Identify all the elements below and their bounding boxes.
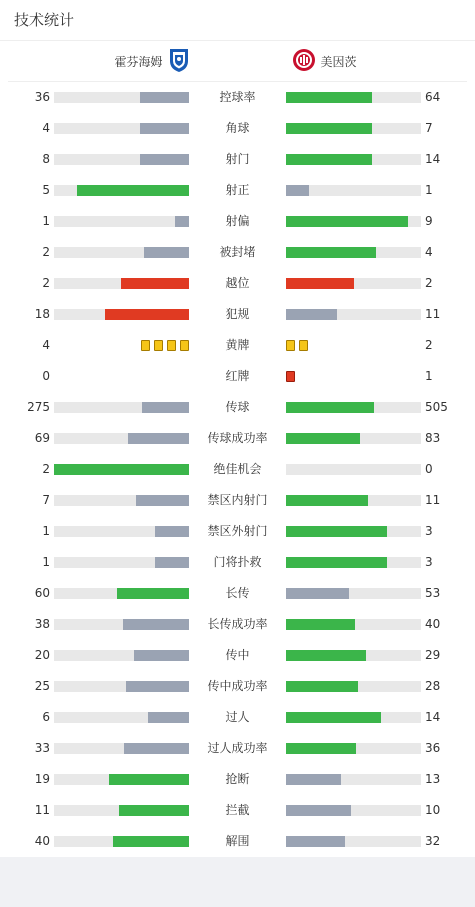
stat-row [0,702,475,733]
away-bar-track [286,578,421,609]
away-bar [286,650,366,661]
away-value: 3 [425,555,433,569]
page-title: 技术统计 [0,0,475,41]
home-bar-track [54,609,189,640]
away-cards [286,361,421,392]
home-value: 11 [34,803,50,817]
home-bar-track [54,237,189,268]
away-bar-track [286,547,421,578]
away-value: 0 [425,462,433,476]
stat-label: 控球率 [219,90,256,104]
stat-row [0,609,475,640]
away-bar-track [286,299,421,330]
away-bar [286,526,387,537]
yellow-card-icon [141,340,150,351]
stat-label: 解围 [225,834,250,848]
home-value: 36 [34,90,50,104]
home-value: 69 [34,431,50,445]
home-bar [140,92,189,103]
home-value: 2 [42,276,50,290]
stat-row [0,392,475,423]
stat-row [0,361,475,392]
stat-row [0,795,475,826]
home-bar-track [54,671,189,702]
away-value: 9 [425,214,433,228]
home-value: 1 [42,555,50,569]
away-value: 3 [425,524,433,538]
home-bar [148,712,189,723]
away-bar [286,278,354,289]
home-value: 38 [34,617,50,631]
stat-label: 传球 [225,400,250,414]
away-bar-track [286,113,421,144]
home-bar-track [54,392,189,423]
stat-label: 禁区外射门 [207,524,268,538]
away-bar-track [286,609,421,640]
home-value: 40 [34,834,50,848]
home-value: 2 [42,462,50,476]
away-bar [286,805,351,816]
away-bar-track [286,795,421,826]
stat-label: 射正 [225,183,250,197]
stat-row [0,671,475,702]
away-bar-track [286,206,421,237]
home-bar-track [54,113,189,144]
away-bar [286,433,360,444]
home-cards [54,361,189,392]
away-value: 11 [425,493,441,507]
away-bar [286,185,309,196]
stat-label: 过人 [225,710,250,724]
home-value: 25 [34,679,50,693]
stat-row [0,826,475,857]
bar-background [286,464,421,475]
stat-label: 传中 [225,648,250,662]
away-bar [286,681,358,692]
stat-row [0,206,475,237]
away-value: 14 [425,710,441,724]
away-value: 2 [425,276,433,290]
away-value: 14 [425,152,441,166]
home-bar-track [54,764,189,795]
away-bar [286,743,356,754]
stat-row [0,82,475,113]
stat-row [0,485,475,516]
home-bar-track [54,702,189,733]
away-bar [286,154,372,165]
stat-label: 抢断 [225,772,250,786]
stat-row [0,547,475,578]
home-value: 0 [42,369,50,383]
away-bar [286,495,368,506]
home-bar [109,774,189,785]
stat-row [0,144,475,175]
stat-label: 黄牌 [225,338,250,352]
home-bar-track [54,516,189,547]
home-value: 4 [42,121,50,135]
away-value: 11 [425,307,441,321]
red-card-icon [286,371,295,382]
stat-label: 绝佳机会 [213,462,262,476]
stat-row [0,113,475,144]
home-bar [117,588,189,599]
away-value: 29 [425,648,441,662]
stat-row [0,423,475,454]
away-bar-track [286,826,421,857]
home-bar [54,464,189,475]
bar-background [54,216,189,227]
home-value: 60 [34,586,50,600]
away-value: 1 [425,183,433,197]
home-bar-track [54,144,189,175]
home-bar [140,154,189,165]
away-bar [286,774,341,785]
stat-label: 门将扑救 [213,555,262,569]
away-bar [286,216,408,227]
away-value: 32 [425,834,441,848]
stat-row [0,764,475,795]
stat-row [0,330,475,361]
home-bar [105,309,189,320]
away-bar [286,557,387,568]
mainz-logo-icon [292,48,316,75]
away-bar-track [286,82,421,113]
away-bar [286,247,376,258]
away-value: 505 [425,400,448,414]
home-bar [123,619,189,630]
home-bar [175,216,189,227]
home-bar-track [54,578,189,609]
home-value: 19 [34,772,50,786]
away-team-name: 美因茨 [320,54,357,69]
yellow-card-icon [167,340,176,351]
yellow-card-icon [299,340,308,351]
home-value: 275 [27,400,50,414]
home-bar [77,185,189,196]
away-bar-track [286,237,421,268]
home-bar-track [54,795,189,826]
away-bar [286,92,372,103]
home-bar-track [54,733,189,764]
stat-label: 长传成功率 [207,617,268,631]
away-value: 2 [425,338,433,352]
away-bar-track [286,268,421,299]
home-bar [144,247,189,258]
yellow-card-icon [154,340,163,351]
stat-label: 红牌 [225,369,250,383]
away-value: 1 [425,369,433,383]
stat-label: 禁区内射门 [207,493,268,507]
away-bar [286,712,381,723]
stat-label: 射偏 [225,214,250,228]
away-bar [286,619,355,630]
teams-header [8,41,467,82]
stat-label: 过人成功率 [207,741,268,755]
home-bar [142,402,189,413]
away-value: 40 [425,617,441,631]
away-bar [286,309,337,320]
home-bar-track [54,175,189,206]
away-value: 4 [425,245,433,259]
away-bar-track [286,392,421,423]
away-bar [286,123,372,134]
stat-row [0,640,475,671]
home-value: 1 [42,524,50,538]
stat-label: 犯规 [225,307,250,321]
stat-label: 长传 [225,586,250,600]
home-value: 33 [34,741,50,755]
stat-row [0,299,475,330]
home-value: 6 [42,710,50,724]
home-value: 5 [42,183,50,197]
home-bar-track [54,547,189,578]
home-bar [140,123,189,134]
away-bar-track [286,640,421,671]
yellow-card-icon [286,340,295,351]
away-value: 28 [425,679,441,693]
home-bar [126,681,189,692]
away-bar-track [286,423,421,454]
hoffenheim-logo-icon [168,47,190,76]
away-team [292,41,357,81]
away-bar-track [286,733,421,764]
away-bar-track [286,671,421,702]
home-value: 20 [34,648,50,662]
home-bar [155,526,189,537]
stat-label: 越位 [225,276,250,290]
away-value: 10 [425,803,441,817]
away-bar-track [286,485,421,516]
home-bar [128,433,189,444]
home-team-name: 霍芬海姆 [114,54,163,69]
home-bar-track [54,485,189,516]
stat-label: 被封堵 [219,245,256,259]
away-bar [286,402,374,413]
away-value: 13 [425,772,441,786]
yellow-card-icon [180,340,189,351]
home-bar-track [54,826,189,857]
home-value: 1 [42,214,50,228]
away-bar-track [286,175,421,206]
stats-list [0,82,475,857]
home-value: 4 [42,338,50,352]
away-value: 7 [425,121,433,135]
away-bar-track [286,764,421,795]
home-bar [113,836,189,847]
home-value: 18 [34,307,50,321]
away-value: 83 [425,431,441,445]
stat-label: 角球 [225,121,250,135]
home-value: 2 [42,245,50,259]
stat-label: 传球成功率 [207,431,268,445]
away-bar [286,588,349,599]
home-cards [54,330,189,361]
away-value: 64 [425,90,441,104]
stat-label: 传中成功率 [207,679,268,693]
home-bar-track [54,82,189,113]
home-bar-track [54,640,189,671]
home-value: 7 [42,493,50,507]
stat-row [0,175,475,206]
home-bar-track [54,268,189,299]
stat-label: 拦截 [225,803,250,817]
away-bar [286,836,345,847]
stat-row [0,268,475,299]
home-bar [134,650,189,661]
home-bar-track [54,206,189,237]
away-value: 36 [425,741,441,755]
stat-row [0,237,475,268]
stat-row [0,733,475,764]
home-team [114,41,189,81]
home-bar [155,557,189,568]
home-value: 8 [42,152,50,166]
away-bar-track [286,454,421,485]
away-bar-track [286,144,421,175]
away-cards [286,330,421,361]
home-bar-track [54,454,189,485]
home-bar-track [54,423,189,454]
stat-row [0,454,475,485]
away-bar-track [286,702,421,733]
home-bar [136,495,189,506]
away-value: 53 [425,586,441,600]
stat-row [0,516,475,547]
home-bar-track [54,299,189,330]
stat-row [0,578,475,609]
home-bar [124,743,189,754]
home-bar [119,805,189,816]
home-bar [121,278,189,289]
away-bar-track [286,516,421,547]
stat-label: 射门 [225,152,250,166]
